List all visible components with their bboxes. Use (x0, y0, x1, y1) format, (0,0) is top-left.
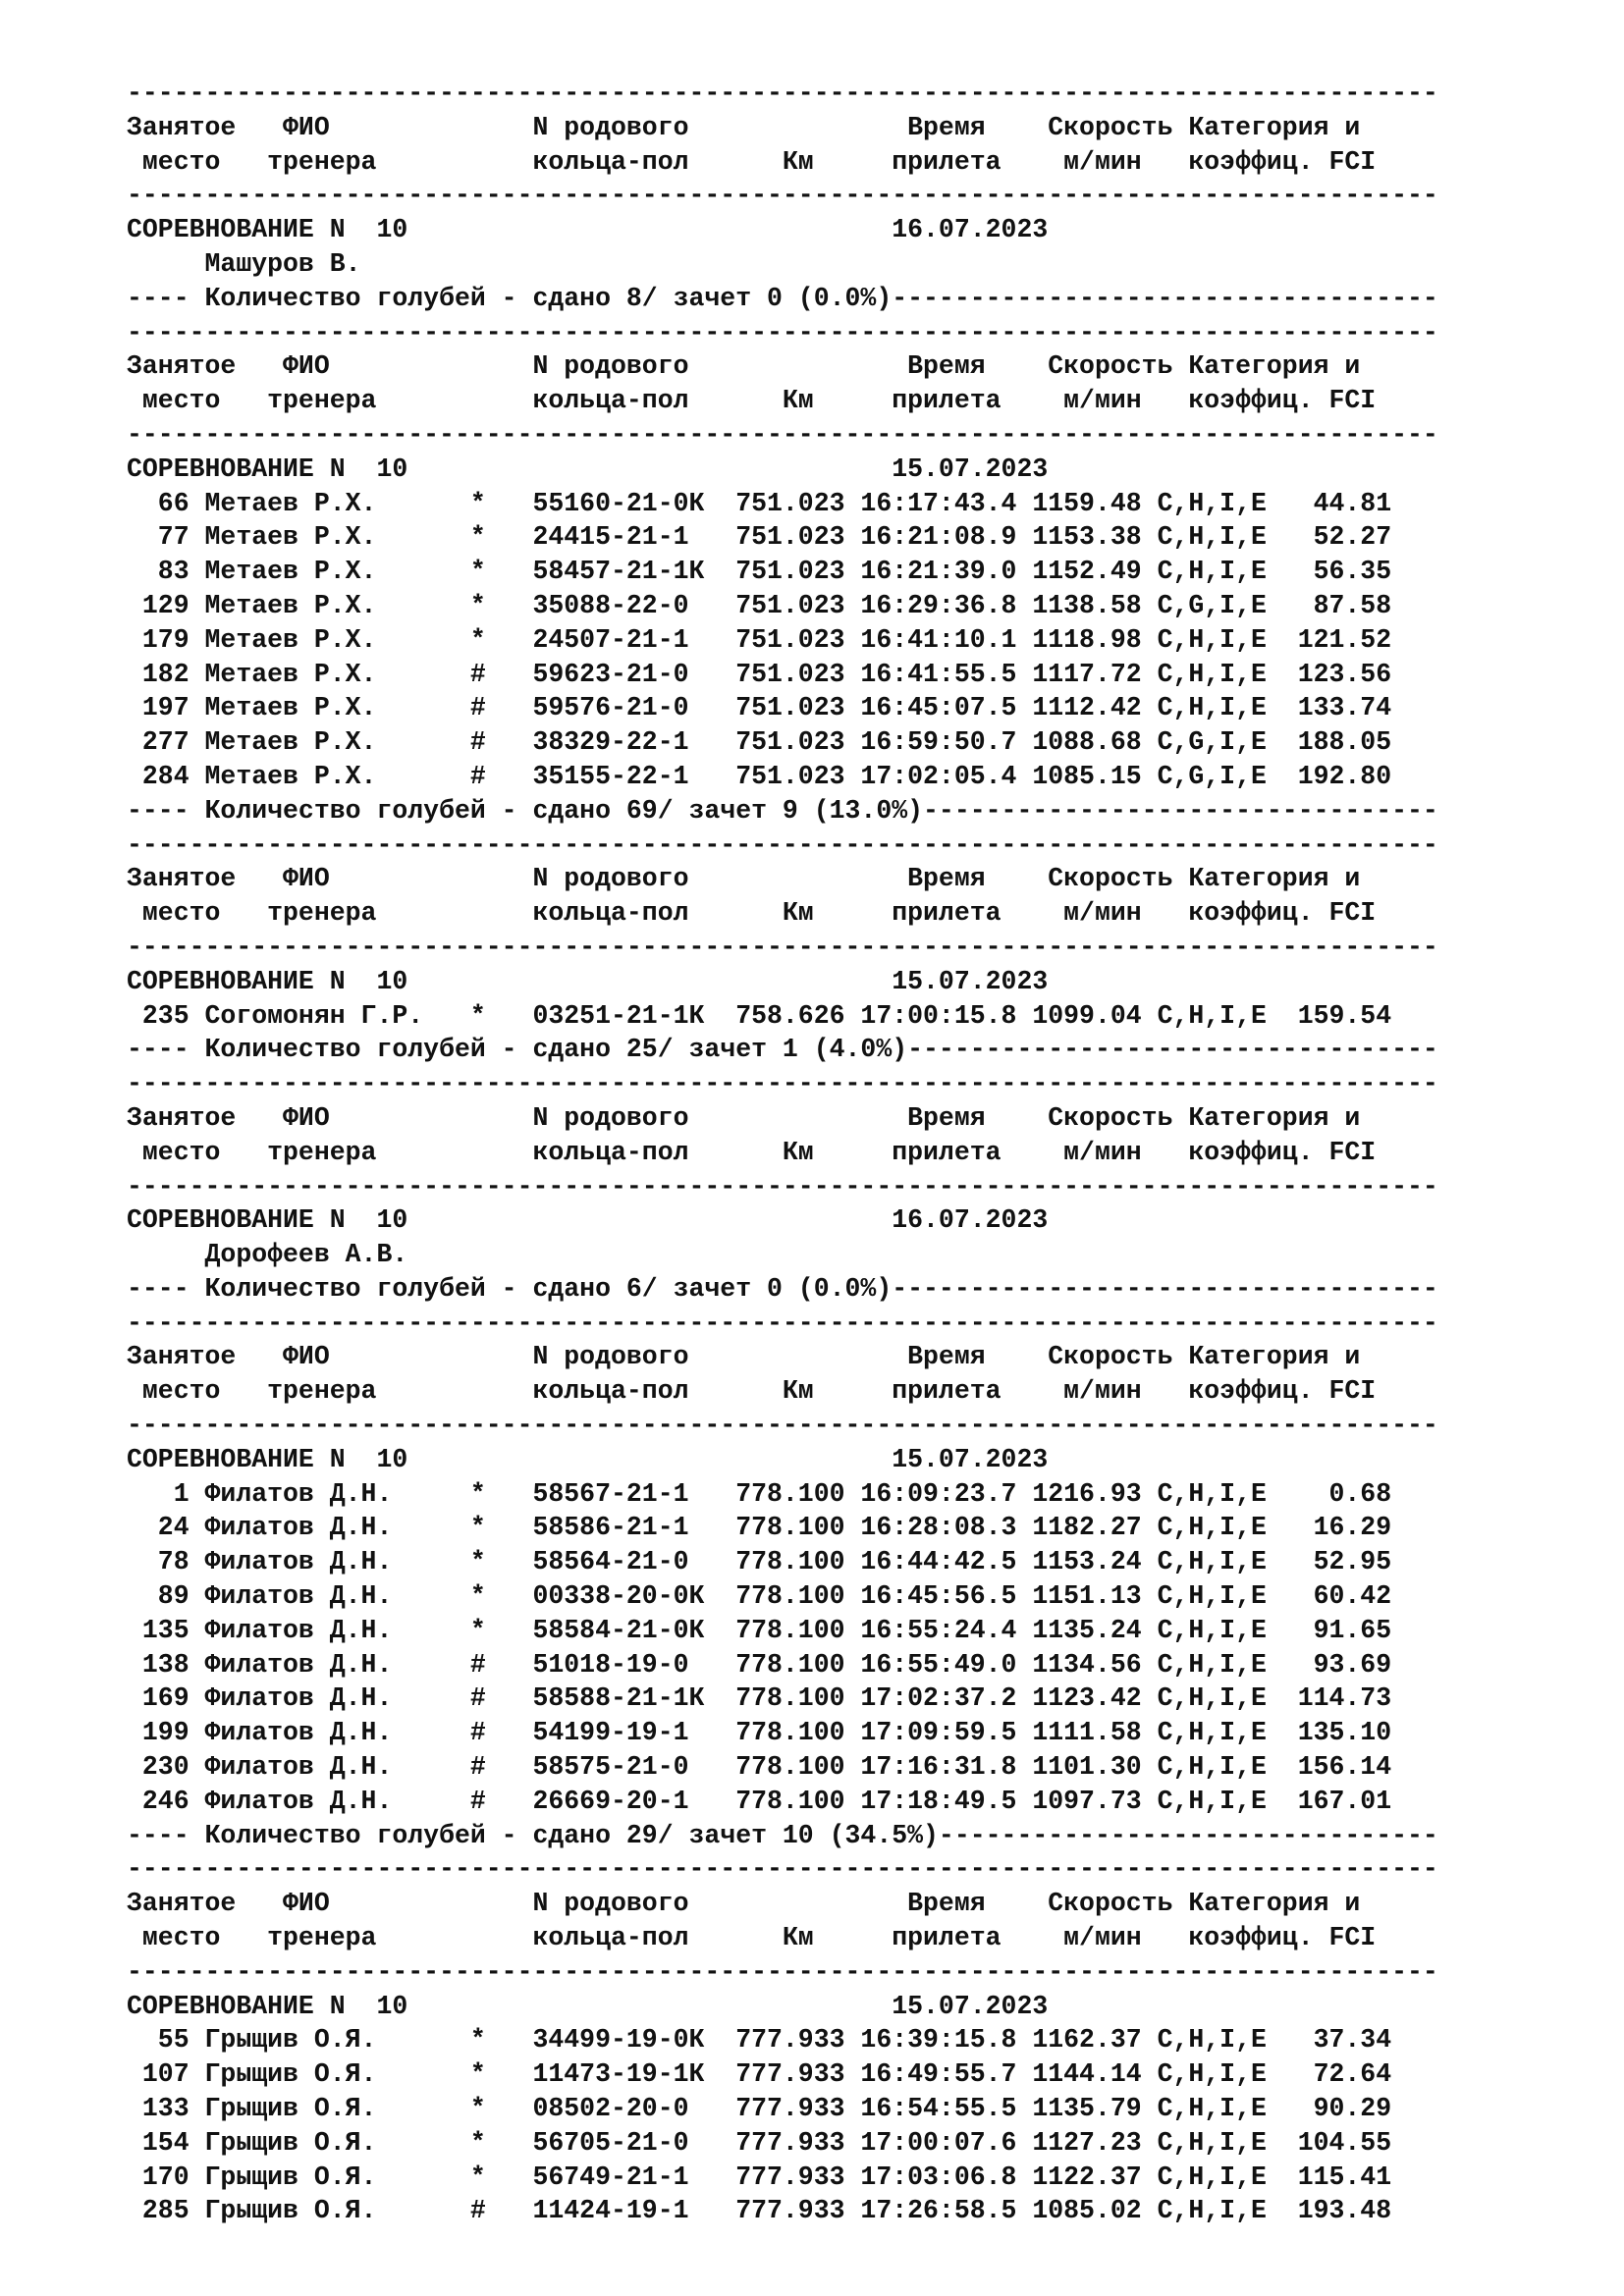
column-header-line-2: место тренера кольца-пол Км прилета м/мин коэффиц. FCI (127, 386, 1377, 416)
result-row: 83 Метаев Р.Х. * 58457-21-1К 751.023 16:21:39.0 1152.49 C,H,I,E 56.35 (127, 557, 1392, 587)
competition-line: СОРЕВНОВАНИЕ N 10 15.07.2023 (127, 1991, 1049, 2021)
summary-line: ---- Количество голубей - сдано 6/ зачет 0 (0.0%)----------------------------------- (127, 1273, 1438, 1304)
column-header-line-2: место тренера кольца-пол Км прилета м/мин коэффиц. FCI (127, 1376, 1377, 1407)
trainer-name-line: Машуров В. (127, 248, 361, 279)
column-header-line-2: место тренера кольца-пол Км прилета м/мин коэффиц. FCI (127, 146, 1377, 177)
result-row: 169 Филатов Д.Н. # 58588-21-1К 778.100 17:02:37.2 1123.42 C,H,I,E 114.73 (127, 1683, 1392, 1714)
result-row: 285 Грыщив О.Я. # 11424-19-1 777.933 17:26:58.5 1085.02 C,H,I,E 193.48 (127, 2196, 1392, 2226)
column-header-line-1: Занятое ФИО N родового Время Скорость Категория и (127, 1889, 1361, 1919)
dash-line: ------------------------------------------------------------------------------------ (127, 932, 1438, 962)
result-row: 55 Грыщив О.Я. * 34499-19-0К 777.933 16:39:15.8 1162.37 C,H,I,E 37.34 (127, 2025, 1392, 2056)
result-row: 1 Филатов Д.Н. * 58567-21-1 778.100 16:09:23.7 1216.93 C,H,I,E 0.68 (127, 1478, 1392, 1509)
summary-line: ---- Количество голубей - сдано 8/ зачет 0 (0.0%)----------------------------------- (127, 283, 1438, 313)
dash-line: ------------------------------------------------------------------------------------ (127, 317, 1438, 347)
result-row: 107 Грыщив О.Я. * 11473-19-1К 777.933 16:49:55.7 1144.14 C,H,I,E 72.64 (127, 2059, 1392, 2090)
result-row: 179 Метаев Р.Х. * 24507-21-1 751.023 16:41:10.1 1118.98 C,H,I,E 121.52 (127, 624, 1392, 655)
result-row: 246 Филатов Д.Н. # 26669-20-1 778.100 17:18:49.5 1097.73 C,H,I,E 167.01 (127, 1786, 1392, 1816)
results-printout (127, 77, 1438, 2228)
result-row: 235 Согомонян Г.Р. * 03251-21-1К 758.626 17:00:15.8 1099.04 C,H,I,E 159.54 (127, 1000, 1392, 1031)
dash-line: ------------------------------------------------------------------------------------ (127, 1411, 1438, 1441)
result-row: 154 Грыщив О.Я. * 56705-21-0 777.933 17:00:07.6 1127.23 C,H,I,E 104.55 (127, 2127, 1392, 2158)
summary-line: ---- Количество голубей - сдано 25/ зачет 1 (4.0%)---------------------------------- (127, 1035, 1438, 1065)
result-row: 170 Грыщив О.Я. * 56749-21-1 777.933 17:03:06.8 1122.37 C,H,I,E 115.41 (127, 2162, 1392, 2192)
result-row: 182 Метаев Р.Х. # 59623-21-0 751.023 16:41:55.5 1117.72 C,H,I,E 123.56 (127, 659, 1392, 689)
column-header-line-1: Занятое ФИО N родового Время Скорость Категория и (127, 1342, 1361, 1372)
result-row: 78 Филатов Д.Н. * 58564-21-0 778.100 16:44:42.5 1153.24 C,H,I,E 52.95 (127, 1547, 1392, 1577)
column-header-line-2: место тренера кольца-пол Км прилета м/мин коэффиц. FCI (127, 1137, 1377, 1167)
dash-line: ------------------------------------------------------------------------------------ (127, 829, 1438, 860)
result-row: 66 Метаев Р.Х. * 55160-21-0К 751.023 16:17:43.4 1159.48 C,H,I,E 44.81 (127, 488, 1392, 518)
dash-line: ------------------------------------------------------------------------------------ (127, 1171, 1438, 1201)
result-row: 24 Филатов Д.Н. * 58586-21-1 778.100 16:28:08.3 1182.27 C,H,I,E 16.29 (127, 1513, 1392, 1543)
dash-line: ------------------------------------------------------------------------------------ (127, 181, 1438, 211)
result-row: 230 Филатов Д.Н. # 58575-21-0 778.100 17:16:31.8 1101.30 C,H,I,E 156.14 (127, 1752, 1392, 1783)
column-header-line-2: место тренера кольца-пол Км прилета м/мин коэффиц. FCI (127, 1923, 1377, 1953)
result-row: 135 Филатов Д.Н. * 58584-21-0К 778.100 16:55:24.4 1135.24 C,H,I,E 91.65 (127, 1615, 1392, 1645)
competition-line: СОРЕВНОВАНИЕ N 10 16.07.2023 (127, 215, 1049, 245)
result-row: 77 Метаев Р.Х. * 24415-21-1 751.023 16:21:08.9 1153.38 C,H,I,E 52.27 (127, 522, 1392, 553)
dash-line: ------------------------------------------------------------------------------------ (127, 1069, 1438, 1099)
competition-line: СОРЕВНОВАНИЕ N 10 15.07.2023 (127, 966, 1049, 996)
result-row: 199 Филатов Д.Н. # 54199-19-1 778.100 17:09:59.5 1111.58 C,H,I,E 135.10 (127, 1718, 1392, 1748)
column-header-line-1: Занятое ФИО N родового Время Скорость Категория и (127, 1102, 1361, 1133)
result-row: 133 Грыщив О.Я. * 08502-20-0 777.933 16:54:55.5 1135.79 C,H,I,E 90.29 (127, 2094, 1392, 2124)
result-row: 129 Метаев Р.Х. * 35088-22-0 751.023 16:29:36.8 1138.58 C,G,I,E 87.58 (127, 590, 1392, 620)
result-row: 89 Филатов Д.Н. * 00338-20-0К 778.100 16:45:56.5 1151.13 C,H,I,E 60.42 (127, 1581, 1392, 1612)
column-header-line-1: Занятое ФИО N родового Время Скорость Категория и (127, 351, 1361, 382)
summary-line: ---- Количество голубей - сдано 29/ зачет 10 (34.5%)-------------------------------- (127, 1820, 1438, 1850)
column-header-line-1: Занятое ФИО N родового Время Скорость Категория и (127, 112, 1361, 142)
dash-line: ------------------------------------------------------------------------------------ (127, 419, 1438, 450)
competition-line: СОРЕВНОВАНИЕ N 10 15.07.2023 (127, 1444, 1049, 1474)
dash-line: ------------------------------------------------------------------------------------ (127, 79, 1438, 108)
summary-line: ---- Количество голубей - сдано 69/ зачет 9 (13.0%)--------------------------------- (127, 795, 1438, 826)
result-row: 197 Метаев Р.Х. # 59576-21-0 751.023 16:45:07.5 1112.42 C,H,I,E 133.74 (127, 693, 1392, 723)
competition-line: СОРЕВНОВАНИЕ N 10 16.07.2023 (127, 1205, 1049, 1236)
result-row: 277 Метаев Р.Х. # 38329-22-1 751.023 16:59:50.7 1088.68 C,G,I,E 188.05 (127, 727, 1392, 758)
dash-line: ------------------------------------------------------------------------------------ (127, 1956, 1438, 1987)
dash-line: ------------------------------------------------------------------------------------ (127, 1308, 1438, 1338)
column-header-line-2: место тренера кольца-пол Км прилета м/мин коэффиц. FCI (127, 898, 1377, 929)
trainer-name-line: Дорофеев А.В. (127, 1240, 408, 1270)
competition-line: СОРЕВНОВАНИЕ N 10 15.07.2023 (127, 454, 1049, 484)
result-row: 138 Филатов Д.Н. # 51018-19-0 778.100 16:55:49.0 1134.56 C,H,I,E 93.69 (127, 1649, 1392, 1680)
result-row: 284 Метаев Р.Х. # 35155-22-1 751.023 17:02:05.4 1085.15 C,G,I,E 192.80 (127, 761, 1392, 791)
column-header-line-1: Занятое ФИО N родового Время Скорость Категория и (127, 864, 1361, 894)
dash-line: ------------------------------------------------------------------------------------ (127, 1854, 1438, 1885)
